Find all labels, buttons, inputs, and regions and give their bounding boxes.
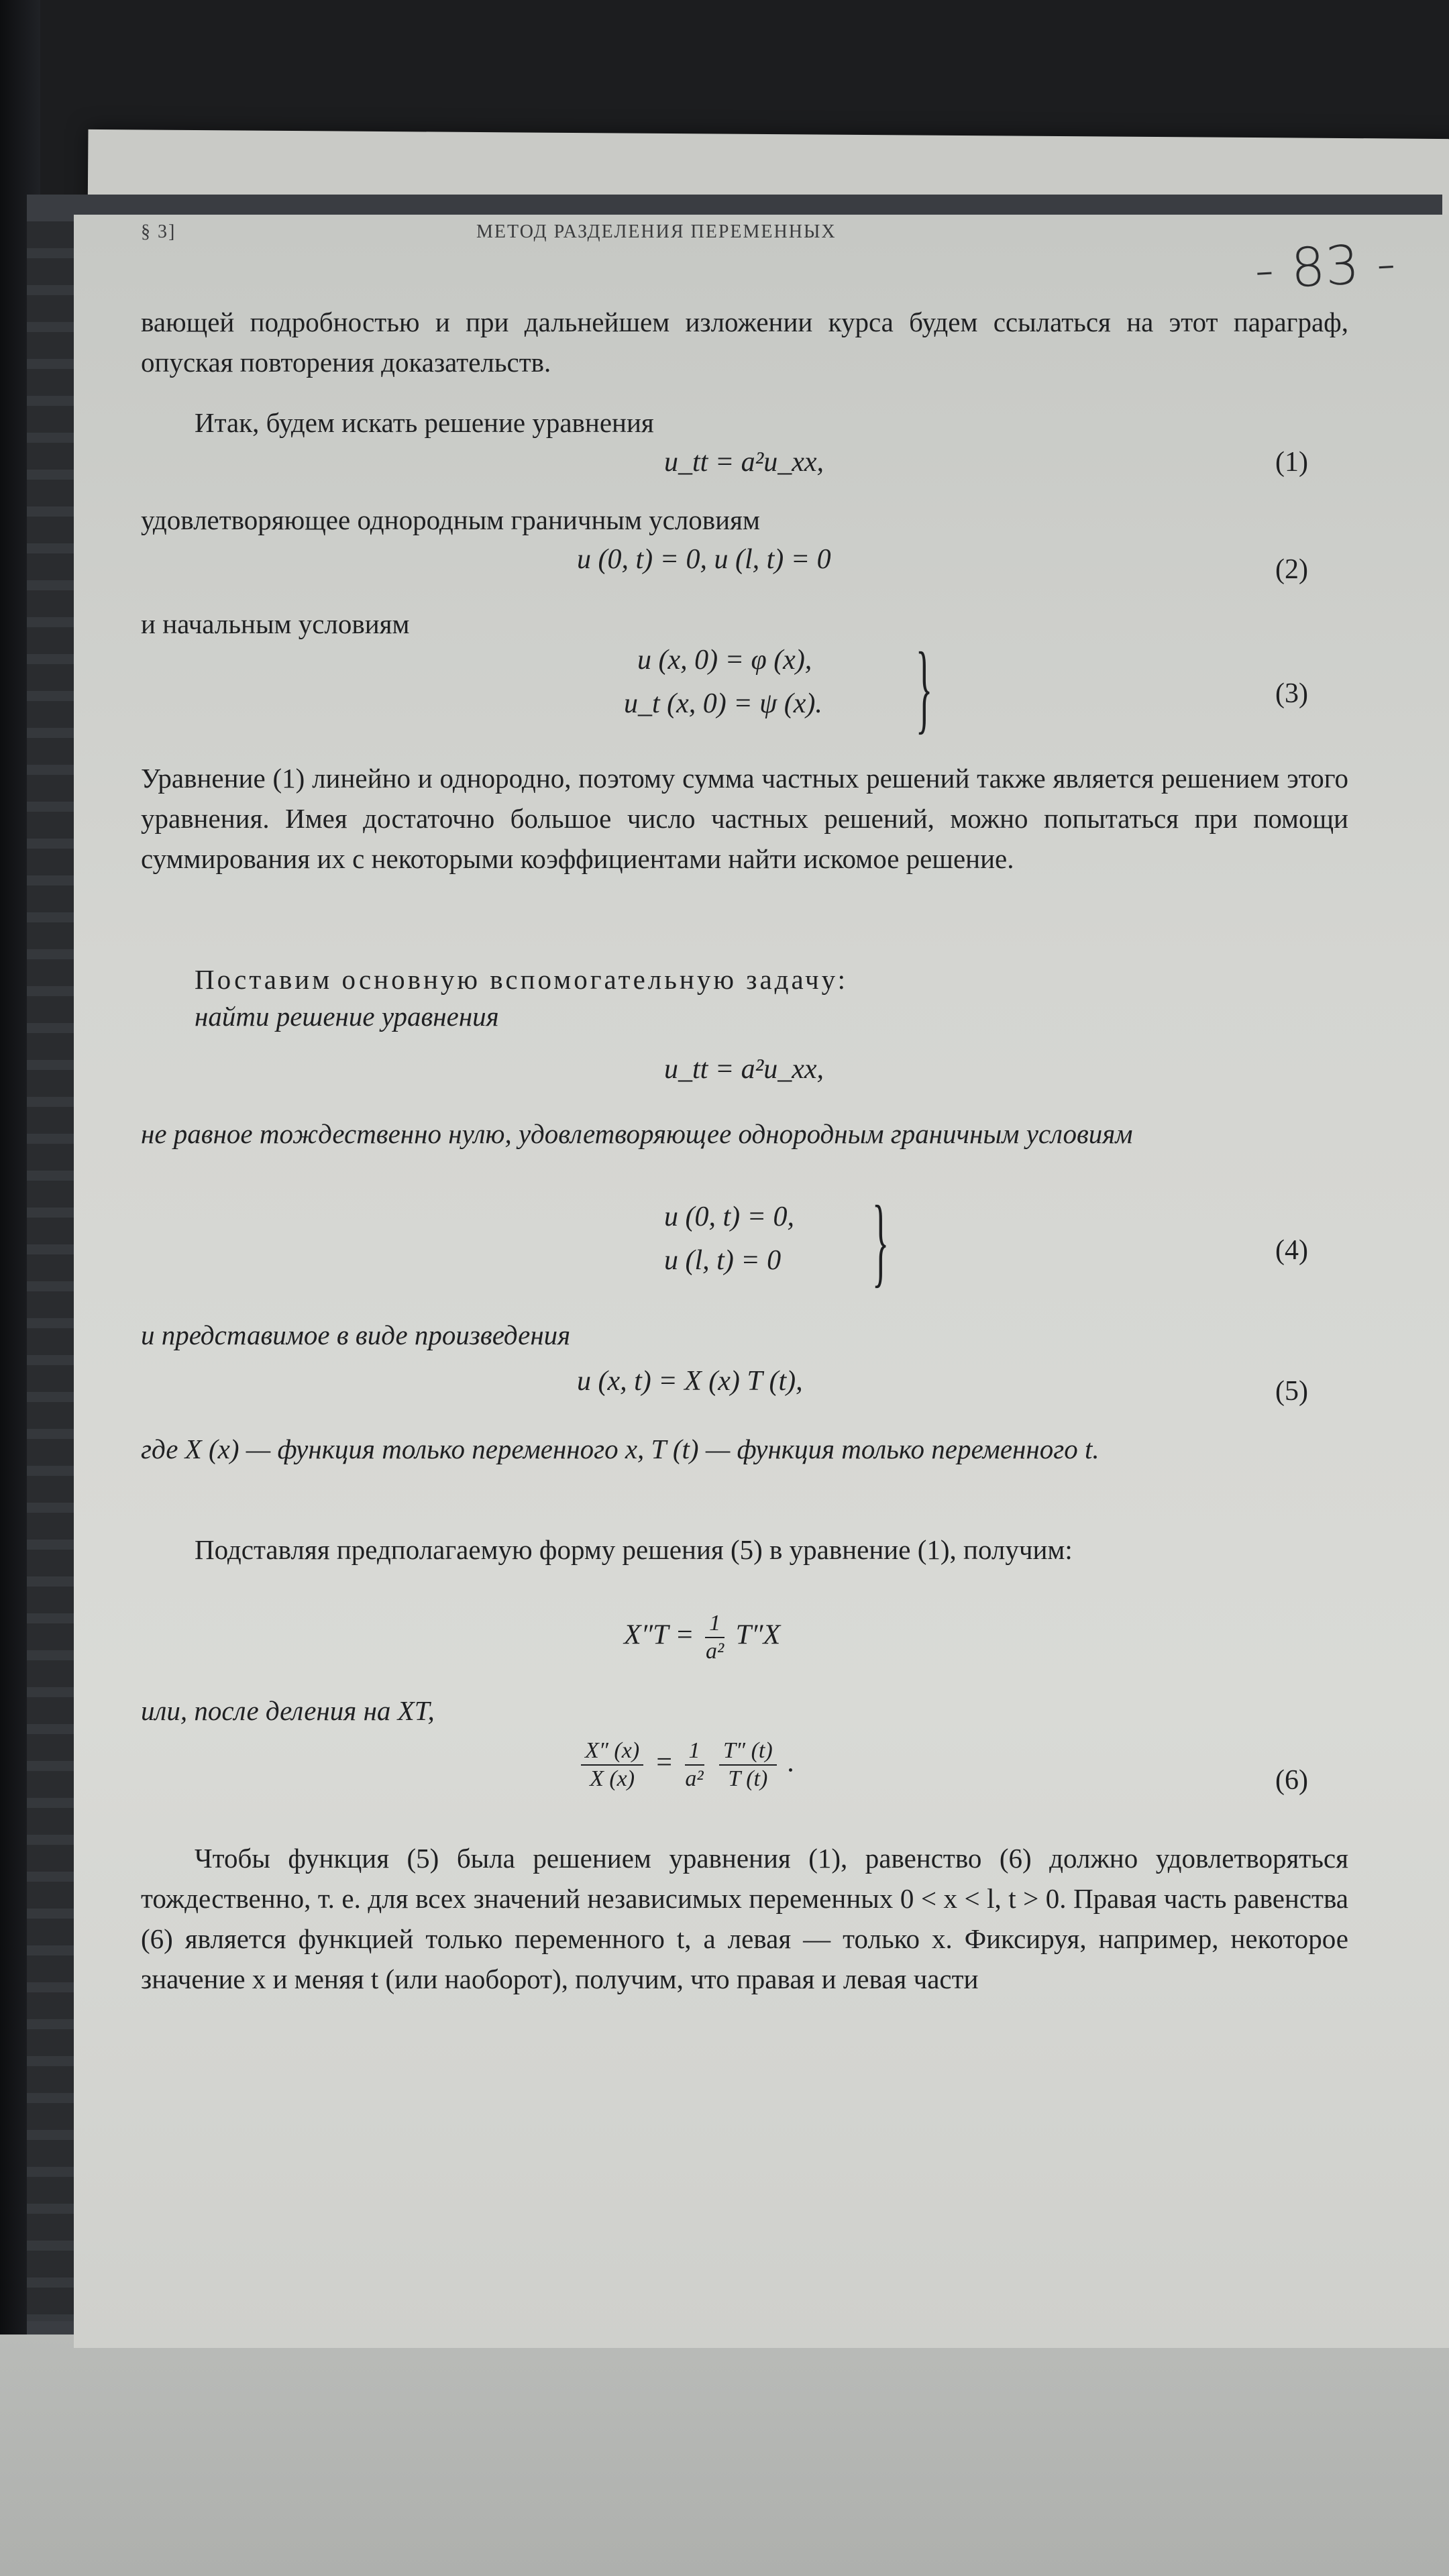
equation-aux: u_tt = a²u_xx, <box>664 1054 824 1085</box>
equation-6 <box>577 1737 795 1792</box>
paragraph-7: не равное тождественно нулю, удовлетворяющее однородным граничным условиям <box>141 1118 1133 1149</box>
paragraph-1: вающей подробностью и при дальнейшем изложении курса будем ссылаться на этот параграф, опуская повторения доказательств. <box>141 307 1348 378</box>
paragraph-12: Чтобы функция (5) была решением уравнения (1), равенство (6) должно удовлетворяться тождественно, т. е. для всех значений независимых переменных 0 < x < l, t > 0. Правая часть равенства (6) является функцией только переменного t, а левая — только x. Фиксируя, например, некоторое значение x и меняя t (или наоборот), получим, что правая и левая части <box>141 1843 1348 1994</box>
eq6-f3-numerator: T″ (t) <box>719 1737 777 1766</box>
paragraph-6a: Поставим основную вспомогательную задачу: <box>195 964 849 995</box>
paragraph-4: и начальным условиям <box>141 608 410 639</box>
eq6-fraction-3 <box>719 1737 777 1792</box>
handwritten-page-number: - 83 - <box>1252 231 1397 302</box>
equation-6-number: (6) <box>1275 1765 1308 1796</box>
equation-4a: u (0, t) = 0, <box>664 1201 794 1232</box>
equation-1: u_tt = a²u_xx, <box>664 447 824 478</box>
paragraph-9: где X (x) — функция только переменного x, T (t) — функция только переменного t. <box>141 1434 1099 1464</box>
paragraph-3: удовлетворяющее однородным граничным условиям <box>141 504 760 535</box>
eq6-f2-numerator: 1 <box>685 1737 704 1766</box>
eq6-f1-denominator: X (x) <box>590 1766 635 1791</box>
equation-substituted <box>624 1610 780 1665</box>
eq-sub-numerator: 1 <box>705 1610 724 1638</box>
paragraph-2: Итак, будем искать решение уравнения <box>195 407 654 438</box>
eq6-f1-numerator: X″ (x) <box>581 1737 643 1766</box>
eq6-f3-denominator: T (t) <box>728 1766 768 1791</box>
eq-sub-left: X″T = <box>624 1619 694 1651</box>
paragraph-11: или, после деления на XT, <box>141 1695 435 1726</box>
brace-4: } <box>872 1185 890 1297</box>
lower-sheet <box>0 2334 1449 2576</box>
eq-sub-fraction <box>705 1610 724 1665</box>
page-content <box>114 215 1397 2348</box>
running-header <box>141 221 1281 248</box>
book-page <box>74 215 1449 2348</box>
paragraph-8: и представимое в виде произведения <box>141 1320 571 1350</box>
eq6-fraction-1 <box>581 1737 643 1792</box>
paragraph-6b: найти решение уравнения <box>195 1001 499 1032</box>
equation-3a: u (x, 0) = φ (x), <box>637 645 812 676</box>
equation-2-number: (2) <box>1275 554 1308 585</box>
eq-sub-right: T″X <box>735 1619 781 1651</box>
equation-2: u (0, t) = 0, u (l, t) = 0 <box>577 544 831 575</box>
eq-sub-denominator: a² <box>705 1639 724 1664</box>
eq6-fraction-2 <box>685 1737 704 1792</box>
eq6-f2-denominator: a² <box>685 1766 704 1791</box>
eq6-end: . <box>788 1747 795 1778</box>
eq6-equals: = <box>654 1747 674 1778</box>
section-mark: § 3] <box>141 221 176 242</box>
equation-4b: u (l, t) = 0 <box>664 1245 782 1276</box>
running-title: МЕТОД РАЗДЕЛЕНИЯ ПЕРЕМЕННЫХ <box>476 221 837 242</box>
equation-4-number: (4) <box>1275 1235 1308 1266</box>
equation-3b: u_t (x, 0) = ψ (x). <box>624 688 822 719</box>
paragraph-10: Подставляя предполагаемую форму решения (5) в уравнение (1), получим: <box>195 1534 1073 1565</box>
paragraph-5: Уравнение (1) линейно и однородно, поэтому сумма частных решений также является решением этого уравнения. Имея достаточно большое число частных решений, можно попытаться при помощи суммирования их с некоторыми коэффициентами найти искомое решение. <box>141 763 1348 874</box>
brace-3: } <box>916 632 933 743</box>
equation-3-number: (3) <box>1275 678 1308 709</box>
equation-5-number: (5) <box>1275 1376 1308 1407</box>
equation-1-number: (1) <box>1275 447 1308 478</box>
equation-5: u (x, t) = X (x) T (t), <box>577 1366 803 1397</box>
